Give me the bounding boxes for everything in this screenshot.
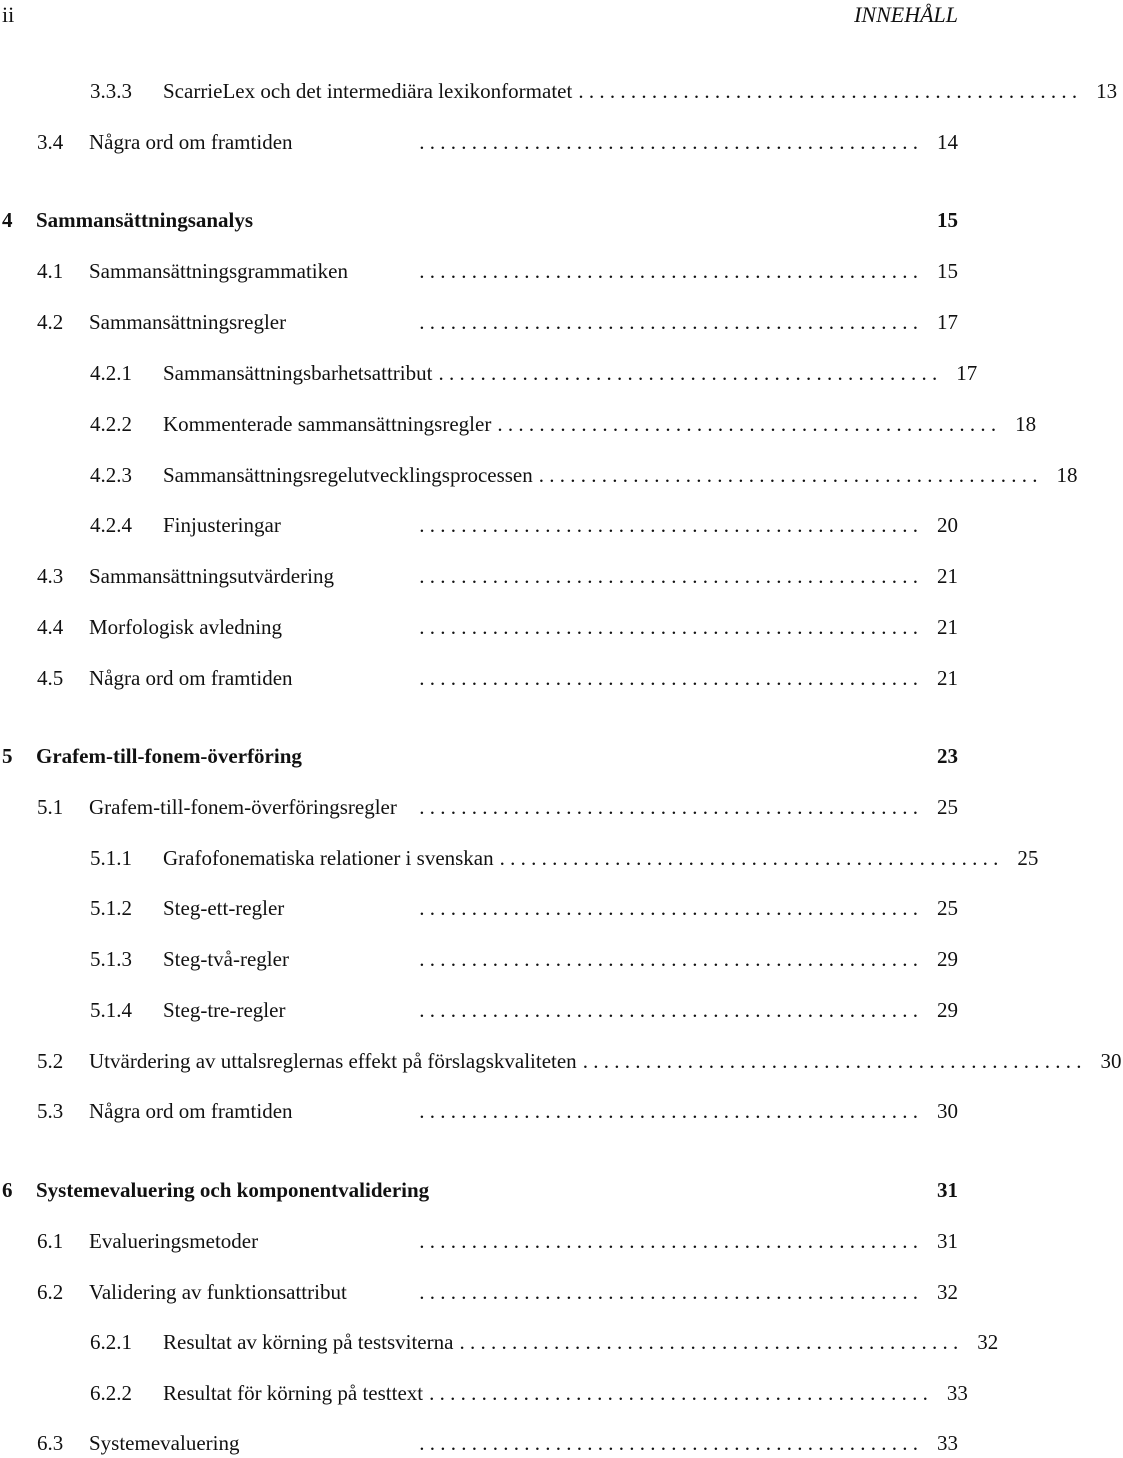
toc-entry-number: 4.2.1: [90, 361, 132, 385]
toc-entry[interactable]: [0, 510, 960, 540]
toc-entry-page: 21: [937, 615, 958, 639]
toc-entry[interactable]: [0, 1327, 999, 1357]
toc-entry-title: Steg-två-regler: [163, 947, 289, 971]
toc-entry-page: 31: [937, 1178, 958, 1202]
toc-entry-page: 18: [1056, 463, 1078, 487]
toc-entry-title: Steg-ett-regler: [163, 896, 285, 920]
toc-entry[interactable]: [0, 893, 960, 923]
toc-entry[interactable]: [0, 1046, 1122, 1076]
toc-entry-title: Sammansättningsregler: [89, 310, 287, 334]
toc-entry-page: 17: [956, 361, 978, 385]
toc-entry-title: Finjusteringar: [163, 513, 281, 537]
toc-entry-title: Validering av funktionsattribut: [89, 1280, 347, 1304]
toc-entry-number: 5.1.1: [90, 846, 132, 870]
toc-entry-page: 30: [1100, 1049, 1122, 1073]
dot-leader: . . . . . . . . . . . . . . . . . . . . . . . . . . . . . . . . . . . . . . . . . . . . . . . .: [419, 1280, 918, 1304]
dot-leader: . . . . . . . . . . . . . . . . . . . . . . . . . . . . . . . . . . . . . . . . . . . . . . . .: [419, 1431, 918, 1455]
toc-entry[interactable]: [0, 1277, 960, 1307]
dot-leader: . . . . . . . . . . . . . . . . . . . . . . . . . . . . . . . . . . . . . . . . . . . . . . . .: [459, 1330, 959, 1354]
dot-leader: . . . . . . . . . . . . . . . . . . . . . . . . . . . . . . . . . . . . . . . . . . . . . . . .: [419, 1099, 918, 1123]
dot-leader: . . . . . . . . . . . . . . . . . . . . . . . . . . . . . . . . . . . . . . . . . . . . . . . .: [419, 947, 918, 971]
toc-entry-page: 25: [937, 896, 958, 920]
toc-entry-title: Resultat för körning på testtext: [163, 1381, 424, 1405]
dot-leader: . . . . . . . . . . . . . . . . . . . . . . . . . . . . . . . . . . . . . . . . . . . . . . . .: [538, 463, 1038, 487]
toc-entry-number: 6.3: [37, 1431, 64, 1455]
toc-entry[interactable]: [0, 612, 960, 642]
toc-entry-page: 33: [937, 1431, 958, 1455]
toc-entry-title: Några ord om framtiden: [89, 1099, 293, 1123]
toc-entry[interactable]: [0, 944, 960, 974]
toc-entry-title: Morfologisk avledning: [89, 615, 283, 639]
toc-entry-page: 20: [937, 513, 958, 537]
toc-entry-page: 29: [937, 947, 958, 971]
toc-entry-page: 15: [937, 208, 958, 232]
toc-entry[interactable]: [0, 1378, 968, 1408]
dot-leader: . . . . . . . . . . . . . . . . . . . . . . . . . . . . . . . . . . . . . . . . . . . . . . . .: [419, 259, 918, 283]
toc-entry-number: 4: [2, 208, 13, 232]
running-head: INNEHÅLL: [854, 2, 958, 27]
toc-entry-page: 21: [937, 564, 958, 588]
toc-entry-number: 4.2.2: [90, 412, 132, 436]
toc-entry[interactable]: [0, 843, 1039, 873]
toc-entry-page: 13: [1096, 79, 1118, 103]
toc-entry-number: 5.3: [37, 1099, 64, 1123]
toc-entry-title: Grafem-till-fonem-överföring: [36, 744, 302, 768]
toc-entry-title: Några ord om framtiden: [89, 666, 293, 690]
dot-leader: . . . . . . . . . . . . . . . . . . . . . . . . . . . . . . . . . . . . . . . . . . . . . . . .: [578, 79, 1078, 103]
toc-entry-number: 6.2.1: [90, 1330, 132, 1354]
toc-entry-title: Sammansättningsbarhetsattribut: [163, 361, 433, 385]
toc-entry[interactable]: [0, 561, 960, 591]
dot-leader: . . . . . . . . . . . . . . . . . . . . . . . . . . . . . . . . . . . . . . . . . . . . . . . .: [499, 846, 999, 870]
dot-leader: . . . . . . . . . . . . . . . . . . . . . . . . . . . . . . . . . . . . . . . . . . . . . . . .: [419, 130, 918, 154]
toc-entry-number: 5.2: [37, 1049, 64, 1073]
dot-leader: . . . . . . . . . . . . . . . . . . . . . . . . . . . . . . . . . . . . . . . . . . . . . . . .: [429, 1381, 928, 1405]
toc-entry-page: 15: [937, 259, 958, 283]
toc-entry-number: 4.4: [37, 615, 64, 639]
toc-entry-number: 5.1.4: [90, 998, 132, 1022]
toc-entry-number: 5.1.3: [90, 947, 132, 971]
toc-entry[interactable]: [0, 1428, 960, 1458]
toc-entry-number: 6.1: [37, 1229, 64, 1253]
toc-entry-page: 21: [937, 666, 958, 690]
toc-entry-title: Sammansättningsregelutvecklingsprocessen: [163, 463, 533, 487]
dot-leader: . . . . . . . . . . . . . . . . . . . . . . . . . . . . . . . . . . . . . . . . . . . . . . . .: [419, 615, 918, 639]
toc-entry[interactable]: [0, 409, 1037, 439]
toc-entry-page: 14: [937, 130, 958, 154]
toc-entry-number: 6: [2, 1178, 13, 1202]
toc-entry-page: 25: [1017, 846, 1039, 870]
toc-entry-page: 23: [937, 744, 958, 768]
toc-entry-title: Grafofonematiska relationer i svenskan: [163, 846, 494, 870]
toc-entry[interactable]: [0, 460, 1078, 490]
toc-entry-page: 17: [937, 310, 958, 334]
toc-entry[interactable]: [0, 1096, 960, 1126]
dot-leader: . . . . . . . . . . . . . . . . . . . . . . . . . . . . . . . . . . . . . . . . . . . . . . . .: [497, 412, 997, 436]
toc-entry-title: Några ord om framtiden: [89, 130, 293, 154]
toc-entry-title: Systemevaluering: [89, 1431, 240, 1455]
toc-entry[interactable]: [0, 76, 1118, 106]
toc-entry-page: 32: [977, 1330, 999, 1354]
toc-entry[interactable]: [0, 256, 960, 286]
toc-entry-number: 4.2.3: [90, 463, 132, 487]
toc-entry-page: 25: [937, 795, 958, 819]
dot-leader: . . . . . . . . . . . . . . . . . . . . . . . . . . . . . . . . . . . . . . . . . . . . . . . .: [419, 513, 918, 537]
toc-entry-number: 4.1: [37, 259, 64, 283]
toc-entry-page: 31: [937, 1229, 958, 1253]
toc-entry-page: 32: [937, 1280, 958, 1304]
dot-leader: . . . . . . . . . . . . . . . . . . . . . . . . . . . . . . . . . . . . . . . . . . . . . . . .: [419, 998, 918, 1022]
dot-leader: . . . . . . . . . . . . . . . . . . . . . . . . . . . . . . . . . . . . . . . . . . . . . . . .: [419, 666, 918, 690]
dot-leader: . . . . . . . . . . . . . . . . . . . . . . . . . . . . . . . . . . . . . . . . . . . . . . . .: [419, 1229, 918, 1253]
toc-entry-title: Sammansättningsutvärdering: [89, 564, 334, 588]
page-number: ii: [2, 2, 15, 27]
toc-entry[interactable]: [0, 995, 960, 1025]
toc-entry-number: 5: [2, 744, 13, 768]
toc-entry-title: Sammansättningsgrammatiken: [89, 259, 348, 283]
dot-leader: . . . . . . . . . . . . . . . . . . . . . . . . . . . . . . . . . . . . . . . . . . . . . . . .: [419, 564, 918, 588]
toc-entry-page: 29: [937, 998, 958, 1022]
toc-entry-number: 6.2.2: [90, 1381, 132, 1405]
toc-entry-number: 3.4: [37, 130, 64, 154]
toc-chapter-entry[interactable]: [0, 205, 960, 235]
toc-entry-title: Evalueringsmetoder: [89, 1229, 259, 1253]
toc-entry-title: Utvärdering av uttalsreglernas effekt på förslagskvaliteten: [89, 1049, 577, 1073]
toc-entry[interactable]: [0, 792, 960, 822]
toc-entry-number: 4.5: [37, 666, 64, 690]
toc-entry-number: 4.2: [37, 310, 64, 334]
toc-entry-title: Steg-tre-regler: [163, 998, 286, 1022]
toc-entry-number: 4.3: [37, 564, 64, 588]
dot-leader: . . . . . . . . . . . . . . . . . . . . . . . . . . . . . . . . . . . . . . . . . . . . . . . .: [419, 310, 918, 334]
toc-chapter-entry[interactable]: [0, 1175, 960, 1205]
dot-leader: . . . . . . . . . . . . . . . . . . . . . . . . . . . . . . . . . . . . . . . . . . . . . . . .: [419, 896, 918, 920]
toc-entry-number: 6.2: [37, 1280, 64, 1304]
toc-entry-title: Sammansättningsanalys: [36, 208, 254, 232]
toc-entry-page: 30: [937, 1099, 958, 1123]
dot-leader: . . . . . . . . . . . . . . . . . . . . . . . . . . . . . . . . . . . . . . . . . . . . . . . .: [582, 1049, 1082, 1073]
toc-entry[interactable]: [0, 1226, 960, 1256]
toc-entry[interactable]: [0, 307, 960, 337]
toc-entry-page: 18: [1015, 412, 1037, 436]
toc-entry[interactable]: [0, 663, 960, 693]
toc-entry-title: Systemevaluering och komponentvalidering: [36, 1178, 430, 1202]
toc-entry-number: 3.3.3: [90, 79, 132, 103]
dot-leader: . . . . . . . . . . . . . . . . . . . . . . . . . . . . . . . . . . . . . . . . . . . . . . . .: [438, 361, 938, 385]
toc-entry-number: 5.1: [37, 795, 64, 819]
toc-entry[interactable]: [0, 358, 978, 388]
toc-entry-title: Resultat av körning på testsviterna: [163, 1330, 454, 1354]
toc-entry-page: 33: [946, 1381, 968, 1405]
dot-leader: . . . . . . . . . . . . . . . . . . . . . . . . . . . . . . . . . . . . . . . . . . . . . . . .: [419, 795, 918, 819]
toc-entry-number: 4.2.4: [90, 513, 132, 537]
toc-entry[interactable]: [0, 127, 960, 157]
toc-entry-title: Grafem-till-fonem-överföringsregler: [89, 795, 397, 819]
toc-entry-title: Kommenterade sammansättningsregler: [163, 412, 492, 436]
toc-entry-number: 5.1.2: [90, 896, 132, 920]
toc-chapter-entry[interactable]: [0, 741, 960, 771]
toc-entry-title: ScarrieLex och det intermediära lexikonformatet: [163, 79, 573, 103]
